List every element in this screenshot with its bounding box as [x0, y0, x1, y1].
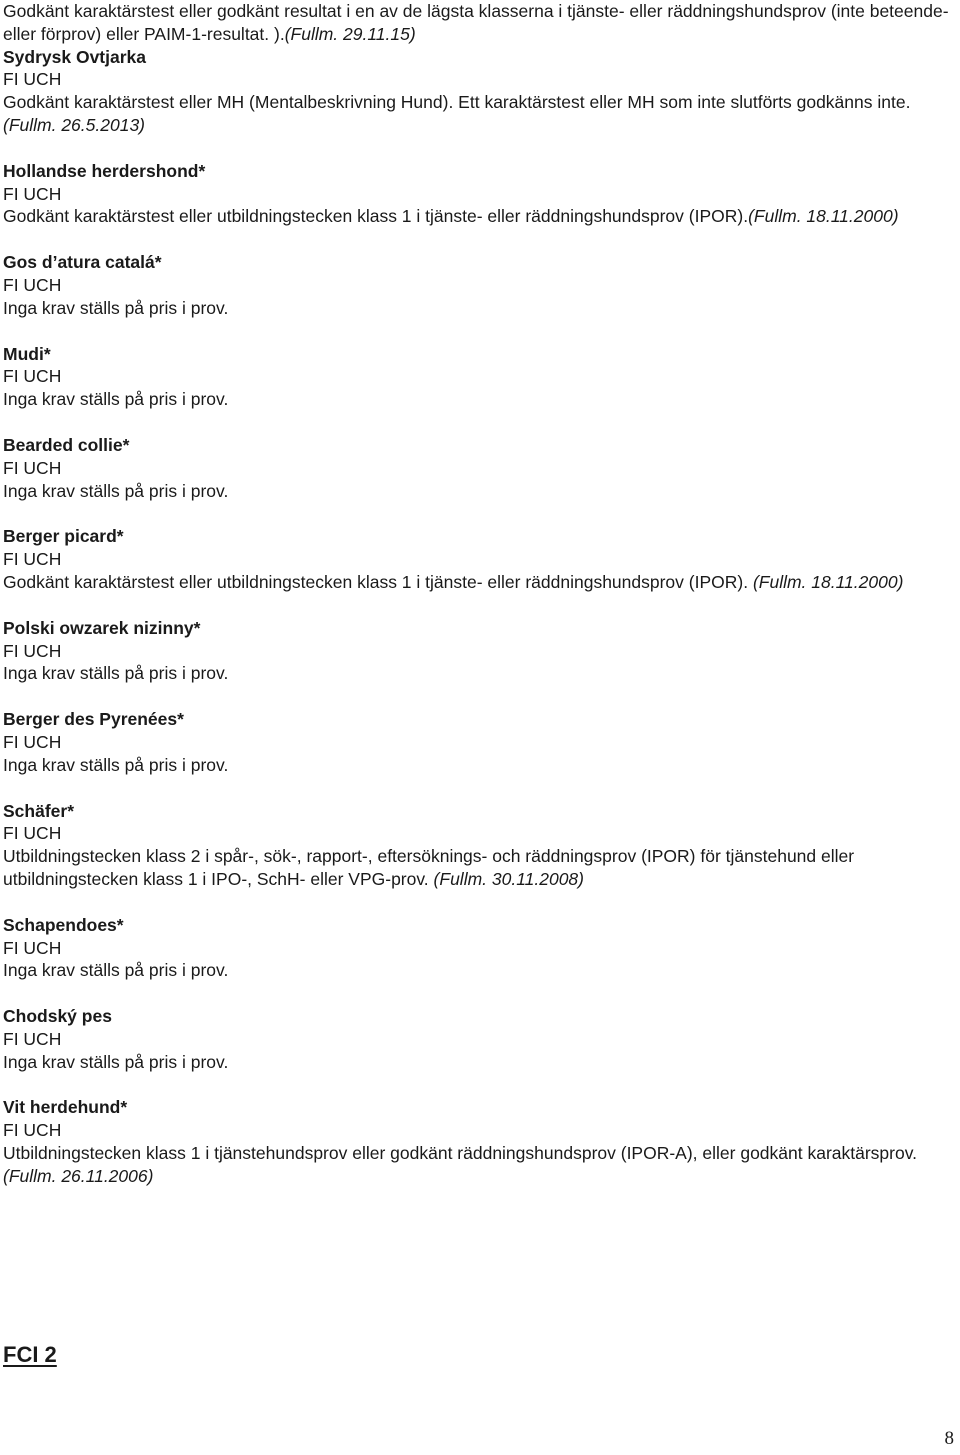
- breed-title: FI UCH: [3, 183, 62, 204]
- requirement-text: Inga krav ställs på pris i prov.: [3, 663, 229, 684]
- section-heading: FCI 2: [3, 1342, 57, 1367]
- breed-name: Gos d’atura catalá*: [3, 252, 162, 273]
- breed-entry: [3, 343, 953, 411]
- breed-name: Schäfer*: [3, 800, 75, 821]
- requirement-note: (Fullm. 18.11.2000): [748, 571, 904, 592]
- requirement-text: Inga krav ställs på pris i prov.: [3, 1051, 229, 1072]
- breed-title: FI UCH: [3, 274, 62, 295]
- breed-entry: [3, 617, 953, 685]
- breed-name: Schapendoes*: [3, 914, 124, 935]
- breed-requirement: [3, 754, 953, 777]
- breed-requirement: [3, 1051, 953, 1074]
- breed-name: Berger des Pyrenées*: [3, 709, 184, 730]
- breed-title: FI UCH: [3, 823, 62, 844]
- breed-name: Mudi*: [3, 343, 51, 364]
- intro-paragraph: [3, 0, 953, 46]
- requirement-text: Godkänt karaktärstest eller MH (Mentalbeskrivning Hund). Ett karaktärstest eller MH som inte slutförts godkänns inte.: [3, 92, 911, 113]
- breed-name: Bearded collie*: [3, 434, 130, 455]
- breed-requirement: [3, 571, 953, 594]
- breed-title: FI UCH: [3, 937, 62, 958]
- breed-title: FI UCH: [3, 457, 62, 478]
- intro-note: (Fullm. 29.11.15): [284, 23, 416, 44]
- breed-requirement: [3, 480, 953, 503]
- breed-title: FI UCH: [3, 640, 62, 661]
- requirement-text: Inga krav ställs på pris i prov.: [3, 754, 229, 775]
- requirement-text: Inga krav ställs på pris i prov.: [3, 480, 229, 501]
- breed-requirement: [3, 845, 953, 891]
- breed-requirement: [3, 662, 953, 685]
- breed-requirement: [3, 297, 953, 320]
- requirement-note: (Fullm. 26.11.2006): [3, 1165, 154, 1186]
- breed-requirement: [3, 91, 953, 137]
- breed-requirement: [3, 388, 953, 411]
- requirement-text: Utbildningstecken klass 2 i spår-, sök-, rapport-, eftersöknings- och räddningsprov (IPOR) för tjänstehund eller utbildningstecken klass 1 i IPO-, SchH- eller VPG-prov.: [3, 846, 855, 889]
- breed-entry: [3, 708, 953, 776]
- breed-entry: [3, 1096, 953, 1187]
- breed-name: Polski owzarek nizinny*: [3, 617, 201, 638]
- requirement-text: Inga krav ställs på pris i prov.: [3, 297, 229, 318]
- requirement-note: (Fullm. 18.11.2000): [748, 206, 899, 227]
- breed-entry: [3, 525, 953, 593]
- intro-text: Godkänt karaktärstest eller godkänt resultat i en av de lägsta klasserna i tjänste- eller räddningshundsprov (inte beteende- eller förprov) eller PAIM-1-resultat. ).: [3, 1, 949, 44]
- document-page: [3, 0, 953, 1188]
- requirement-note: (Fullm. 26.5.2013): [3, 114, 146, 135]
- breed-requirement: [3, 1142, 953, 1188]
- breed-entry: [3, 1005, 953, 1073]
- breed-list: [3, 46, 953, 1188]
- breed-title: FI UCH: [3, 366, 62, 387]
- breed-title: FI UCH: [3, 1028, 62, 1049]
- breed-entry: [3, 160, 953, 228]
- breed-entry: [3, 800, 953, 891]
- requirement-text: Inga krav ställs på pris i prov.: [3, 389, 229, 410]
- breed-requirement: [3, 959, 953, 982]
- breed-title: FI UCH: [3, 549, 62, 570]
- breed-name: Chodský pes: [3, 1006, 112, 1027]
- breed-name: Berger picard*: [3, 526, 124, 547]
- breed-name: Hollandse herdershond*: [3, 160, 206, 181]
- breed-title: FI UCH: [3, 69, 62, 90]
- breed-entry: [3, 914, 953, 982]
- requirement-text: Utbildningstecken klass 1 i tjänstehundsprov eller godkänt räddningshundsprov (IPOR-A), eller godkänt karaktärsprov.: [3, 1143, 918, 1164]
- requirement-text: Godkänt karaktärstest eller utbildningstecken klass 1 i tjänste- eller räddningshundsprov (IPOR).: [3, 206, 749, 227]
- requirement-note: (Fullm. 30.11.2008): [428, 868, 584, 889]
- breed-entry: [3, 434, 953, 502]
- requirement-text: Godkänt karaktärstest eller utbildningstecken klass 1 i tjänste- eller räddningshundsprov (IPOR).: [3, 571, 749, 592]
- breed-name: Vit herdehund*: [3, 1097, 128, 1118]
- breed-title: FI UCH: [3, 731, 62, 752]
- breed-title: FI UCH: [3, 1120, 62, 1141]
- breed-entry: [3, 46, 953, 137]
- breed-name: Sydrysk Ovtjarka: [3, 46, 147, 67]
- page-number: 8: [944, 1428, 954, 1450]
- breed-requirement: [3, 205, 953, 228]
- breed-entry: [3, 251, 953, 319]
- requirement-text: Inga krav ställs på pris i prov.: [3, 960, 229, 981]
